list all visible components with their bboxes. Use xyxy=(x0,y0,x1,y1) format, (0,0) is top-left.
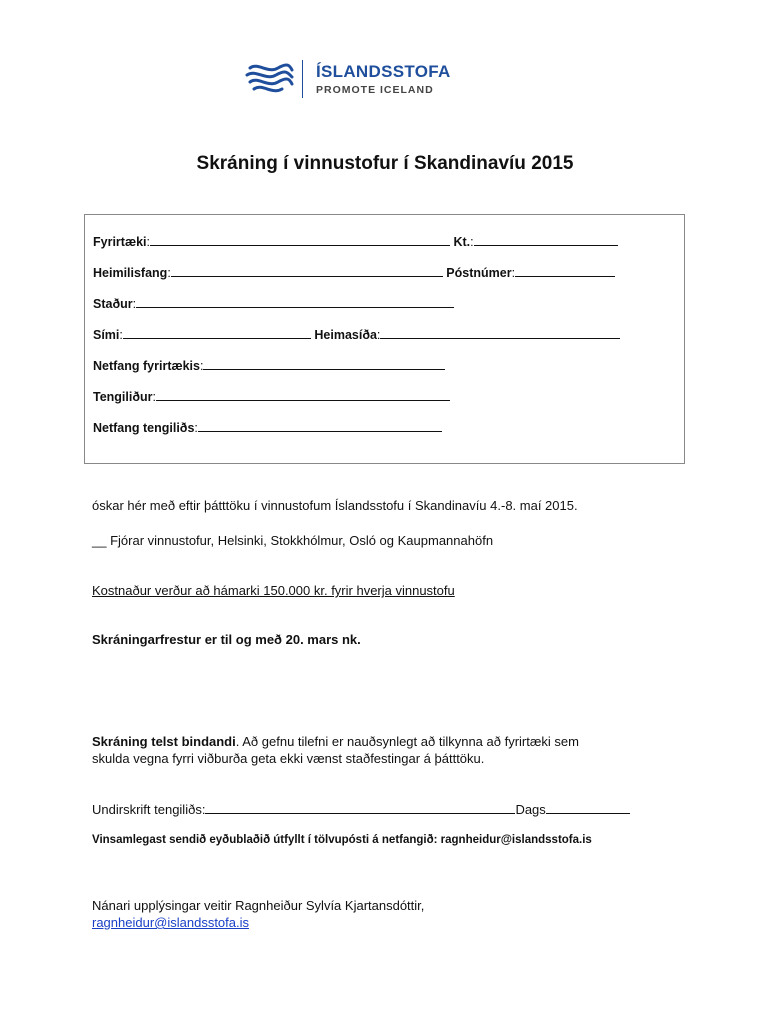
cost-text: Kostnaður verður að hámarki 150.000 kr. fyrir hverja vinnustofu xyxy=(92,583,455,598)
info-text: Nánari upplýsingar veitir Ragnheiður Sylvía Kjartansdóttir, xyxy=(92,898,425,913)
contact-field[interactable] xyxy=(156,388,450,401)
postcode-colon: : xyxy=(511,266,516,280)
form-row-phone xyxy=(93,326,620,342)
waves-logo-icon xyxy=(244,60,296,100)
form-row-contact xyxy=(93,388,450,404)
company-label: Fyrirtæki xyxy=(93,235,147,249)
website-colon: : xyxy=(376,328,381,342)
website-label: Heimasíða xyxy=(314,328,377,342)
binding-paragraph xyxy=(92,734,579,749)
website-field[interactable] xyxy=(380,326,620,339)
form-row-place xyxy=(93,295,454,311)
company-email-colon: : xyxy=(199,359,204,373)
company-field[interactable] xyxy=(150,233,450,246)
place-colon: : xyxy=(132,297,137,311)
date-field[interactable] xyxy=(546,801,630,814)
page-title: Skráning í vinnustofur í Skandinavíu 2015 xyxy=(196,153,574,174)
address-colon: : xyxy=(167,266,171,280)
option-text: __ Fjórar vinnustofur, Helsinki, Stokkhólmur, Osló og Kaupmannahöfn xyxy=(92,533,494,548)
logo-tagline: PROMOTE ICELAND xyxy=(316,84,434,96)
signature-field[interactable] xyxy=(205,801,515,814)
logo-name: ÍSLANDSSTOFA xyxy=(316,62,451,81)
postcode-label: Póstnúmer xyxy=(446,266,512,280)
contact-email-colon: : xyxy=(194,421,198,435)
logo xyxy=(244,58,484,102)
company-colon: : xyxy=(146,235,150,249)
form-row-company xyxy=(93,233,618,249)
binding-rest: . Að gefnu tilefni er nauðsynlegt að tilkynna að fyrirtæki sem xyxy=(235,734,579,749)
form-row-company-email xyxy=(93,357,445,373)
postcode-field[interactable] xyxy=(515,264,615,277)
phone-label: Sími xyxy=(93,328,120,342)
registration-form-box xyxy=(84,214,685,464)
logo-divider xyxy=(302,60,303,98)
signature-row xyxy=(92,801,630,817)
contact-colon: : xyxy=(152,390,156,404)
place-label: Staður xyxy=(93,297,133,311)
phone-colon: : xyxy=(119,328,123,342)
signature-label: Undirskrift tengiliðs: xyxy=(92,802,206,817)
binding-bold: Skráning telst bindandi xyxy=(92,734,236,749)
form-row-contact-email xyxy=(93,419,442,435)
form-row-address xyxy=(93,264,615,280)
kt-colon: : xyxy=(470,235,474,249)
phone-field[interactable] xyxy=(123,326,311,339)
company-email-label: Netfang fyrirtækis xyxy=(93,359,200,373)
address-field[interactable] xyxy=(171,264,443,277)
binding-line2: skulda vegna fyrri viðburða geta ekki vænst staðfestingar á þátttöku. xyxy=(92,751,485,766)
send-instructions: Vinsamlegast sendið eyðublaðið útfyllt í tölvupósti á netfangið: ragnheidur@islandsstofa.is xyxy=(92,834,592,846)
info-email-link[interactable]: ragnheidur@islandsstofa.is xyxy=(92,915,250,930)
request-text: óskar hér með eftir þátttöku í vinnustofum Íslandsstofu í Skandinavíu 4.-8. maí 2015. xyxy=(92,498,578,513)
date-label: Dags xyxy=(515,802,546,817)
address-label: Heimilisfang xyxy=(93,266,168,280)
place-field[interactable] xyxy=(136,295,454,308)
kt-field[interactable] xyxy=(474,233,618,246)
kt-label: Kt. xyxy=(453,235,471,249)
contact-email-field[interactable] xyxy=(198,419,442,432)
deadline-text: Skráningarfrestur er til og með 20. mars nk. xyxy=(92,632,361,647)
company-email-field[interactable] xyxy=(203,357,445,370)
contact-label: Tengiliður xyxy=(93,390,153,404)
info-email-row xyxy=(92,915,249,930)
contact-email-label: Netfang tengiliðs xyxy=(93,421,195,435)
